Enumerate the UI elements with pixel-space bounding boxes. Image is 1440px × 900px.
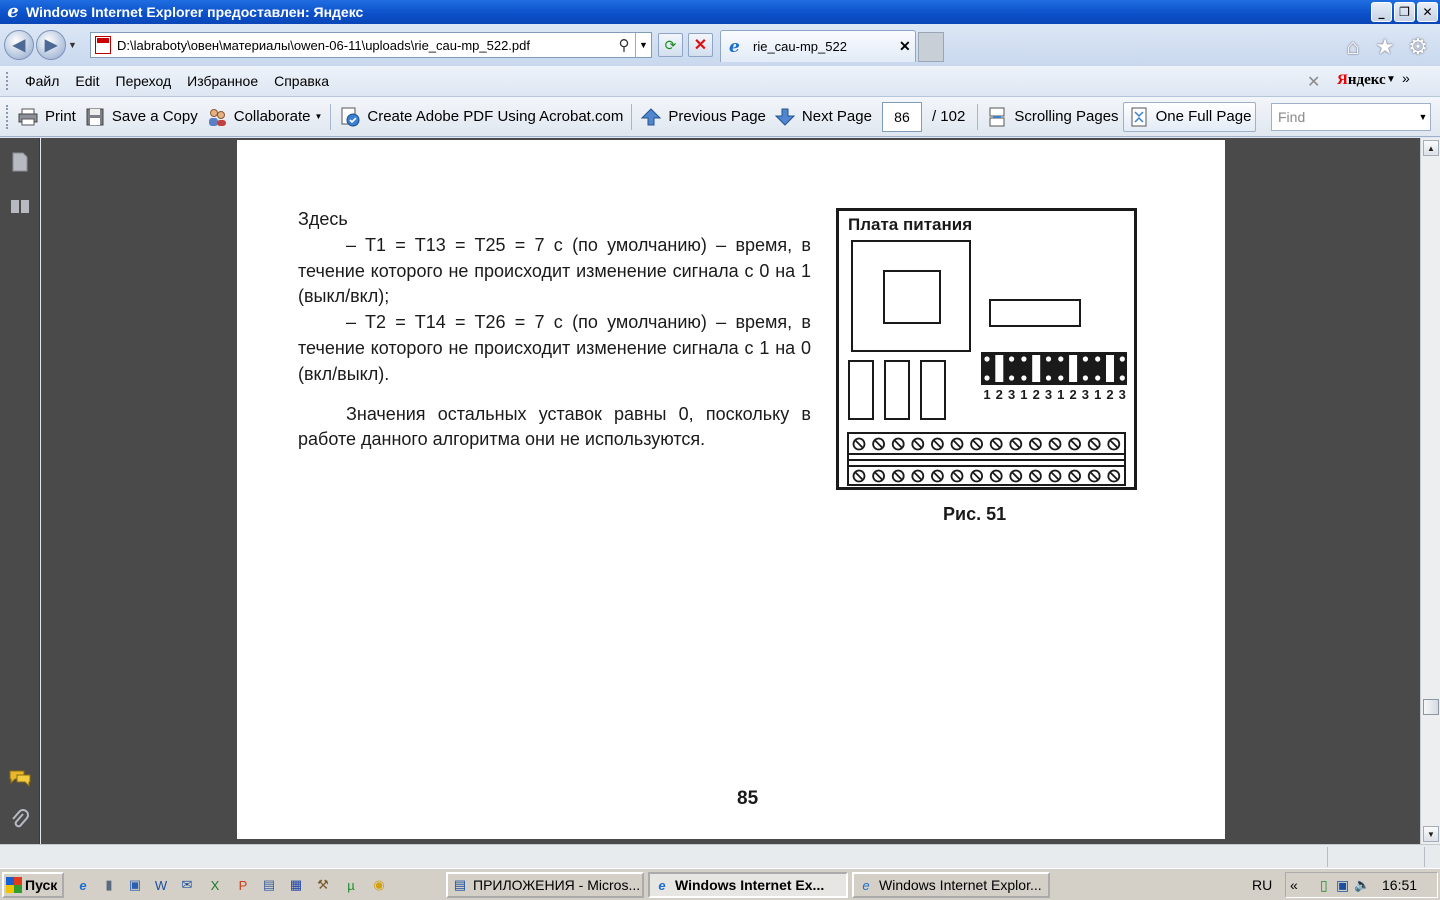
jumper-label: 2 [995,387,1003,402]
back-button[interactable] [4,30,34,60]
bookmarks-icon[interactable] [8,194,32,218]
floppy-disk-icon [84,106,106,128]
left-nav-panel [0,138,40,844]
scroll-down-arrow[interactable]: ▼ [1423,826,1439,842]
forward-button[interactable] [36,30,66,60]
show-desktop-icon[interactable]: ▣ [128,877,142,892]
yandex-dropdown-icon[interactable]: ▼ [1386,74,1396,85]
refresh-icon: ⟳ [664,36,677,53]
yandex-button[interactable]: Яндекс [1337,72,1386,88]
jumper-pin [1095,375,1100,380]
minimize-button[interactable]: _ [1371,2,1392,22]
arrow-up-icon [640,106,662,128]
collaborate-button[interactable] [202,102,327,132]
jumper-pin [1083,356,1088,361]
pdf-toolbar [0,97,1440,137]
ie-icon: e [658,877,666,893]
refresh-button[interactable] [658,33,683,57]
jumper-label: 2 [1069,387,1077,402]
jumper-cap [1106,355,1114,382]
taskbar-item-label: Windows Internet Explor... [879,877,1042,893]
menu-navigate[interactable]: Переход [115,73,172,89]
toolbar-separator [330,104,331,130]
find-dropdown-icon[interactable]: ▼ [1418,112,1428,122]
battery-icon[interactable]: ▯ [1320,876,1328,893]
clock: 16:51 [1382,877,1418,893]
find-input[interactable] [1271,103,1431,131]
chevron-down-icon: ▼ [314,112,323,121]
utorrent-icon[interactable]: µ [347,877,355,893]
close-toolbar-icon[interactable]: ✕ [1307,74,1321,91]
jumper-pin [1009,375,1014,380]
jumper-pin [1120,375,1125,380]
jumper-label: 3 [1044,387,1053,402]
menu-favorites[interactable]: Избранное [187,73,259,89]
one-full-page-button[interactable] [1123,102,1257,132]
jumper-label: 3 [1081,387,1090,402]
ie-icon: e [862,877,870,893]
jumper-pin [1120,356,1125,361]
menu-grip [6,72,9,90]
stop-icon: ✕ [693,37,708,54]
one-full-page-label: One Full Page [1155,108,1252,125]
publisher-icon[interactable]: ▤ [262,877,276,892]
jumper-pin [984,375,989,380]
status-segment [1327,847,1425,867]
scrolling-pages-label: Scrolling Pages [1014,108,1119,125]
scroll-up-arrow[interactable]: ▲ [1423,140,1439,156]
find-placeholder: Find [1278,109,1306,125]
start-label: Пуск [25,877,58,893]
previous-page-button[interactable] [636,102,770,132]
volume-icon[interactable]: 🔈 [1354,877,1371,892]
jumper-label: 2 [1106,387,1114,402]
jumper-pin [984,356,989,361]
next-page-label: Next Page [801,108,872,125]
menu-edit[interactable]: Edit [75,73,100,89]
jumper-pin [1058,356,1063,361]
print-label: Print [45,108,76,125]
taskbar [0,868,1440,900]
gear-icon[interactable]: ⚙ [1408,34,1428,59]
window-controls [1371,2,1438,22]
paperclip-icon[interactable] [8,808,32,832]
print-button[interactable] [13,102,80,132]
start-button[interactable] [2,872,64,898]
archive-icon[interactable]: ▮ [105,877,113,892]
tab-close-icon[interactable]: ✕ [899,38,911,54]
taskbar-item-label: ПРИЛОЖЕНИЯ - Micros... [473,877,641,893]
jumper-pin [1095,356,1100,361]
create-pdf-label: Create Adobe PDF Using Acrobat.com [367,108,624,125]
power-board-figure [836,208,1137,490]
jumper-cap [1069,355,1077,382]
jumper-label: 1 [1057,387,1065,402]
jumper-pin [1021,375,1026,380]
home-icon[interactable]: ⌂ [1346,34,1360,59]
outlook-icon[interactable]: ✉ [181,877,193,892]
status-bar [0,844,1440,868]
window-title: Windows Internet Explorer предоставлен: Яндекс [26,4,364,20]
scroll-thumb[interactable] [1423,699,1439,715]
taskbar-item-ie[interactable] [852,872,1050,898]
ie-tab-icon: e [729,36,740,57]
stop-button[interactable] [688,33,713,57]
taskbar-item-label: Windows Internet Ex... [675,877,825,893]
menu-help[interactable]: Справка [274,73,330,89]
pdf-page [237,140,1225,839]
system-tray [1285,872,1438,898]
title-bar [0,0,1440,24]
arrow-right-icon: ▶ [44,37,58,54]
word-doc-icon: ▤ [453,877,467,892]
acrobat-create-icon [339,106,361,128]
document-viewport[interactable] [41,138,1420,844]
paragraph-note: Значения остальных уставок равны 0, поскольку в работе данного алгоритма они не используются. [298,403,811,450]
jumper-pin [1009,356,1014,361]
chrome-icon[interactable]: ◉ [373,877,385,892]
ie-icon: e [7,1,19,22]
new-tab-button[interactable] [918,32,944,62]
create-pdf-button[interactable] [335,102,627,132]
toolbar-grip [6,105,9,129]
page-number-input[interactable]: 86 [882,102,922,132]
paragraph-t2: – T2 = T14 = T26 = 7 с (по умолчанию) – время, в течение которого не происходит изменение сигнала с 1 на 0 (вкл/выкл). [298,312,811,384]
favorites-star-icon[interactable]: ★ [1375,34,1395,59]
comments-icon[interactable] [8,766,32,790]
ie-quicklaunch-icon[interactable]: e [79,877,87,893]
tray-expand-chevron[interactable]: « [1290,877,1298,893]
address-dropdown[interactable]: ▼ [635,33,651,57]
tab-pdf[interactable] [720,30,916,62]
jumper-pin [1046,356,1051,361]
network-icon[interactable]: ▦ [289,877,303,892]
next-page-button[interactable] [770,102,876,132]
jumper-pin [1021,356,1026,361]
save-copy-label: Save a Copy [111,108,198,125]
windows-flag-icon [6,877,22,893]
figure-title: Плата питания [848,215,973,234]
menu-file[interactable]: Файл [25,73,60,89]
address-input[interactable]: D:\labraboty\овен\материалы\owen-06-11\uploads\rie_cau-mp_522.pdf [117,37,530,53]
figure-caption: Рис. 51 [943,504,1007,524]
printer-icon [17,106,39,128]
powerpoint-icon[interactable]: P [238,877,248,893]
toolbar-separator [631,104,632,130]
page-text [298,207,811,453]
power-board-diagram [839,211,1134,487]
tools-icon[interactable]: ⚒ [317,877,329,892]
jumper-label: 1 [1020,387,1028,402]
save-copy-button[interactable] [80,102,202,132]
jumper-label: 3 [1007,387,1016,402]
arrow-down-icon [774,106,796,128]
excel-icon[interactable]: X [210,877,220,893]
collaborate-label: Collaborate [233,108,311,125]
address-bar[interactable] [90,32,652,58]
jumper-pin [1083,375,1088,380]
menu-bar [0,66,1440,97]
previous-page-label: Previous Page [668,108,766,125]
taskbar-item-word[interactable] [446,872,644,898]
jumper-cap [1032,355,1040,382]
jumper-label: 1 [1094,387,1102,402]
language-indicator[interactable]: RU [1252,877,1273,893]
taskbar-item-ie-active[interactable] [648,872,848,898]
network-tray-icon[interactable]: ▣ [1336,876,1350,893]
jumper-label: 3 [1118,387,1126,402]
paragraph-intro: Здесь [298,209,348,229]
collaborate-users-icon [206,106,228,128]
jumper-label: 2 [1032,387,1040,402]
jumper-pin [1058,375,1063,380]
jumper-pin [1046,375,1051,380]
paragraph-t1: – T1 = T13 = T25 = 7 с (по умолчанию) – время, в течение которого не происходит изменение сигнала с 0 на 1 (выкл/вкл); [298,234,811,307]
close-button[interactable]: ✕ [1417,2,1438,22]
toolbar-separator [977,104,978,130]
search-icon[interactable]: ⚲ [618,37,630,54]
scrolling-pages-icon [986,106,1008,128]
one-full-page-icon [1128,106,1150,128]
page-number: 85 [737,788,759,809]
pdf-file-icon [95,36,111,54]
pages-icon[interactable] [8,150,32,174]
word-icon[interactable]: W [154,877,168,893]
more-chevron-icon[interactable]: » [1402,70,1410,86]
vertical-scrollbar[interactable] [1420,138,1440,844]
address-row [0,24,1440,66]
tab-label: rie_cau-mp_522 [753,39,847,54]
jumper-label: 1 [983,387,991,402]
arrow-left-icon: ◀ [12,37,26,54]
page-total: / 102 [931,108,966,125]
jumper-cap [995,355,1003,382]
history-dropdown[interactable]: ▼ [68,40,77,50]
restore-button[interactable]: ❐ [1394,2,1415,22]
scrolling-pages-button[interactable] [982,102,1122,132]
